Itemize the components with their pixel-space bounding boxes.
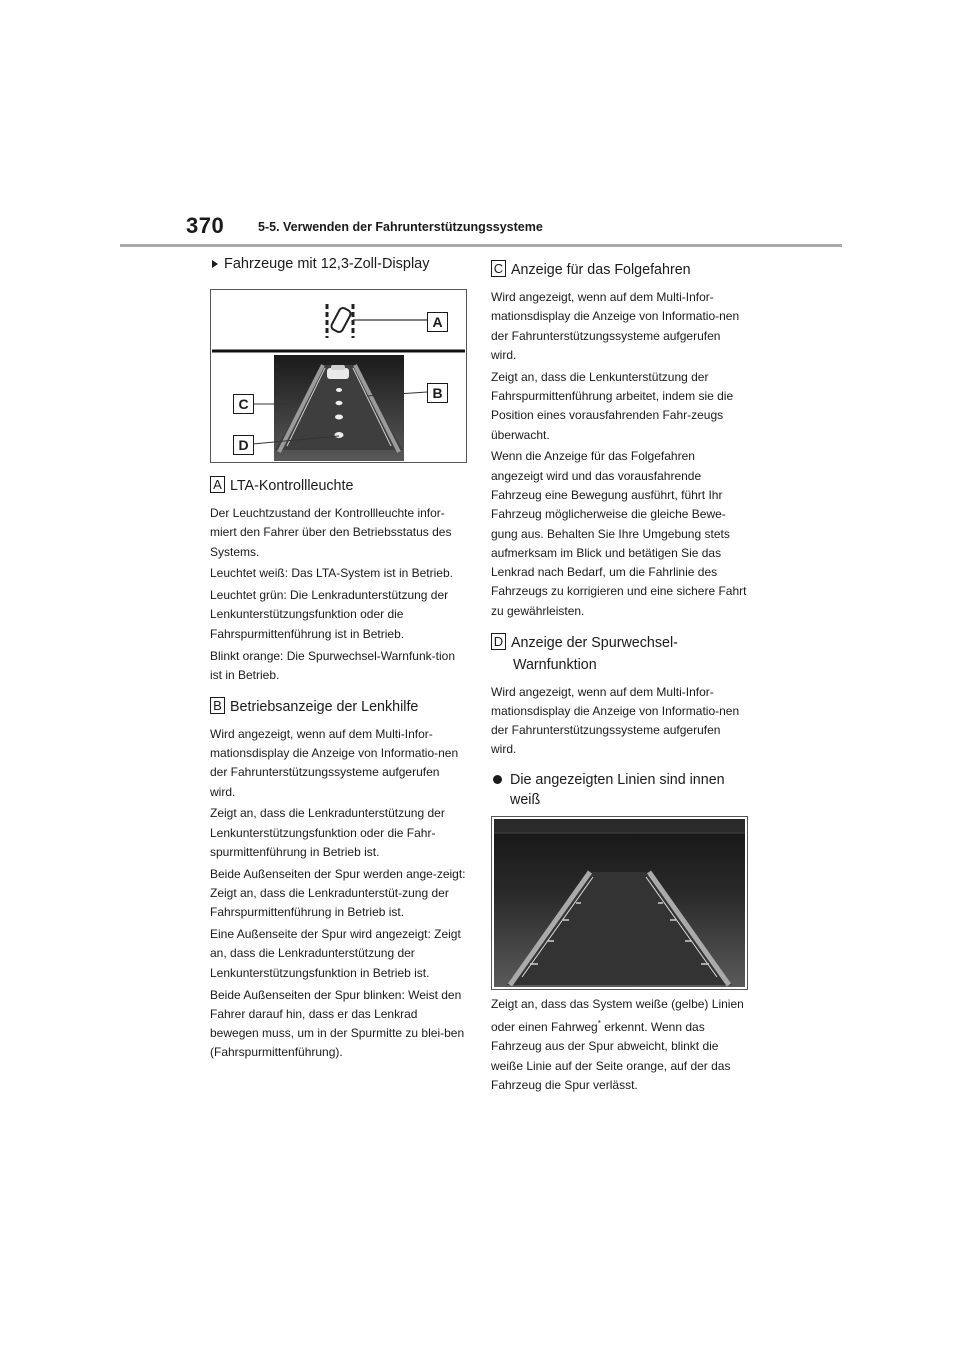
letter-badge-a: A xyxy=(210,476,225,493)
paragraph: Eine Außenseite der Spur wird angezeigt: Zeigt an, dass die Lenkradunterstützung der Lenkunterstützungsfunktion in Betrieb ist. xyxy=(210,927,461,980)
heading-follow-driving: C Anzeige für das Folgefahren xyxy=(491,259,747,281)
figure-label-c: C xyxy=(233,394,254,414)
letter-badge-d: D xyxy=(491,633,506,650)
paragraph: Leuchtet weiß: Das LTA-System ist in Betrieb. xyxy=(210,566,453,581)
paragraph: Beide Außenseiten der Spur werden ange-zeigt: Zeigt an, dass die Lenkradunterstüt-zung der Fahrspurmittenführung in Betrieb ist. xyxy=(210,866,466,920)
heading-steering-assist: B Betriebsanzeige der Lenkhilfe xyxy=(210,696,466,718)
lane-lines-graphic xyxy=(492,817,747,989)
lta-indicator-icon xyxy=(327,304,353,338)
paragraph: Blinkt orange: Die Spurwechsel-Warnfunk-tion ist in Betrieb. xyxy=(210,648,455,682)
figure-label-a: A xyxy=(427,312,448,332)
section-title: 5-5. Verwenden der Fahrunterstützungssysteme xyxy=(258,220,543,234)
figure-label-d: D xyxy=(233,435,254,455)
triangle-bullet-icon xyxy=(212,260,218,268)
letter-badge-c: C xyxy=(491,260,506,277)
heading-lane-departure: D Anzeige der Spurwechsel- Warnfunktion xyxy=(491,632,747,676)
letter-badge-b: B xyxy=(210,697,225,714)
left-column xyxy=(210,254,466,1065)
heading-lta-indicator: A LTA-Kontrollleuchte xyxy=(210,475,466,497)
figure-label-b: B xyxy=(427,383,448,403)
paragraph: Zeigt an, dass das System weiße (gelbe) Linien oder einen Fahrweg* erkennt. Wenn das Fahrzeug aus der Spur abweicht, blinkt die weiße Linie auf der Seite orange, auf der das Fahrzeug die Spur verlässt. xyxy=(491,996,744,1092)
right-column xyxy=(491,259,747,1098)
header-divider xyxy=(120,244,842,247)
paragraph: Wird angezeigt, wenn auf dem Multi-Infor-mationsdisplay die Anzeige von Informatio-nen der Fahrunterstützungssysteme aufgerufen wird. xyxy=(491,684,740,757)
figure-caption: Fahrzeuge mit 12,3-Zoll-Display xyxy=(210,254,466,274)
paragraph: Beide Außenseiten der Spur blinken: Weist den Fahrer darauf hin, dass er das Lenkrad bewegen muss, um in der Spurmitte zu blei-ben (Fahrspurmittenführung). xyxy=(210,987,465,1060)
paragraph: Zeigt an, dass die Lenkradunterstützung der Lenkunterstützungsfunktion oder die Fahr-spurmittenführung in Betrieb ist. xyxy=(210,806,445,859)
paragraph: Der Leuchtzustand der Kontrollleuchte infor-miert den Fahrer über den Betriebsstatus des Systems. xyxy=(210,506,452,559)
display-illustration xyxy=(210,289,467,463)
paragraph: Wenn die Anzeige für das Folgefahren angezeigt wird und das vorausfahrende Fahrzeug eine Bewegung ausführt, führt Ihr Fahrzeug möglicherweise die gleiche Bewe-gung aus. Behalten Sie Ihre Umgebung stets aufmerksam im Blick und betätigen Sie das Lenkrad nach Bedarf, um die Fahrlinie des Fahrzeugs zu korrigieren und eine sichere Fahrt zu gewährleisten. xyxy=(491,449,747,618)
paragraph: Wird angezeigt, wenn auf dem Multi-Infor-mationsdisplay die Anzeige von Informatio-nen der Fahrunterstützungssysteme aufgerufen wird. xyxy=(491,290,740,362)
paragraph: Wird angezeigt, wenn auf dem Multi-Infor-mationsdisplay die Anzeige von Informatio-nen der Fahrunterstützungssysteme aufgerufen wird. xyxy=(210,726,459,799)
page-number: 370 xyxy=(186,213,225,238)
paragraph: Zeigt an, dass die Lenkunterstützung der Fahrspurmittenführung arbeitet, indem sie die Position eines vorausfahrenden Fahr-zeugs überwacht. xyxy=(491,369,734,442)
lane-lines-illustration xyxy=(491,816,748,990)
paragraph: Leuchtet grün: Die Lenkradunterstützung der Lenkunterstützungsfunktion oder die Fahrspurmittenführung ist in Betrieb. xyxy=(210,588,449,641)
bullet-item: Die angezeigten Linien sind innen weiß xyxy=(491,770,747,810)
bullet-dot-icon xyxy=(493,775,502,784)
